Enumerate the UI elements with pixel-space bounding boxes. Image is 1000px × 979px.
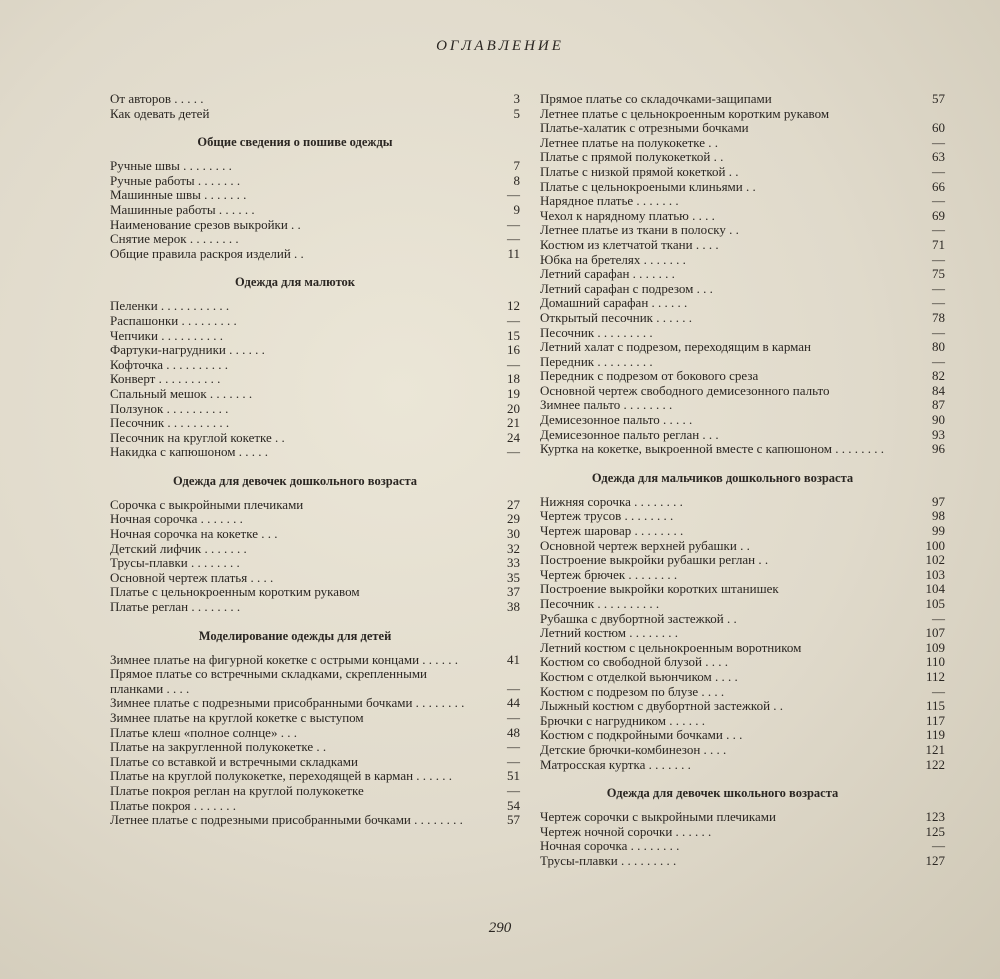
toc-entry xyxy=(540,413,945,428)
toc-entry-page: — xyxy=(507,680,520,696)
toc-entry-page: 18 xyxy=(507,371,520,387)
toc-entry-title: Как одевать детей xyxy=(110,105,210,121)
toc-entry xyxy=(540,699,945,714)
toc-entry xyxy=(110,556,520,571)
toc-entry-title: Ручные работы . . . . . . . xyxy=(110,172,241,188)
toc-entry-page: — xyxy=(507,753,520,769)
toc-entry-page: 7 xyxy=(513,158,520,174)
toc-entry xyxy=(110,585,520,600)
toc-entry-title: Пеленки . . . . . . . . . . . xyxy=(110,298,230,314)
toc-entry xyxy=(540,223,945,238)
toc-entry-page: — xyxy=(932,251,945,267)
toc-entry-page: — xyxy=(507,231,520,247)
toc-entry-page: 44 xyxy=(507,695,520,711)
toc-entry xyxy=(540,209,945,224)
toc-entry xyxy=(540,758,945,773)
toc-entry xyxy=(110,769,520,784)
toc-entry-title: Платье на закругленной полукокетке . . xyxy=(110,739,327,755)
toc-entry-title: Прямое платье со встречными складками, скрепленными планками . . . . xyxy=(110,666,428,696)
toc-entry-page: — xyxy=(507,782,520,798)
toc-entry xyxy=(540,728,945,743)
toc-entry-title: Платье покроя . . . . . . . xyxy=(110,797,236,813)
toc-entry xyxy=(540,296,945,311)
toc-entry-title: Конверт . . . . . . . . . . xyxy=(110,371,221,387)
toc-entry-title: Передник с подрезом от бокового среза xyxy=(540,368,759,384)
toc-entry xyxy=(540,626,945,641)
toc-entry-page: — xyxy=(932,610,945,626)
toc-entry-page: 54 xyxy=(507,797,520,813)
toc-entry xyxy=(540,539,945,554)
toc-entry xyxy=(540,714,945,729)
section-heading: Одежда для девочек школьного возраста xyxy=(606,786,839,801)
toc-entry xyxy=(540,355,945,370)
toc-entry-page: 57 xyxy=(932,91,945,106)
toc-entry-page: 29 xyxy=(507,511,520,527)
toc-entry-title: Домашний сарафан . . . . . . xyxy=(540,295,688,311)
toc-entry xyxy=(540,398,945,413)
toc-entry xyxy=(110,387,520,402)
toc-entry-page: 71 xyxy=(932,236,945,252)
section-heading: Одежда для малюток xyxy=(234,275,356,290)
toc-entry xyxy=(110,813,520,828)
toc-entry-title: От авторов . . . . . xyxy=(110,91,204,106)
toc-entry-page: 12 xyxy=(507,298,520,314)
toc-entry xyxy=(110,431,520,446)
toc-entry-page: 66 xyxy=(932,178,945,194)
toc-entry-page: 84 xyxy=(932,382,945,398)
toc-entry xyxy=(540,641,945,656)
toc-entry-title: Сорочка с выкройными плечиками xyxy=(110,496,304,512)
toc-entry-title: Спальный мешок . . . . . . . xyxy=(110,385,253,401)
toc-entry xyxy=(540,311,945,326)
toc-entry-page: — xyxy=(932,280,945,296)
toc-entry-title: Платье покроя реглан на круглой полукокетке xyxy=(110,782,364,798)
toc-entry-page: 105 xyxy=(925,596,945,611)
toc-entry xyxy=(540,121,945,136)
toc-entry-page: 8 xyxy=(513,172,520,188)
toc-entry-page: 30 xyxy=(507,526,520,542)
toc-entry-page: 48 xyxy=(507,724,520,740)
toc-entry-page: — xyxy=(507,312,520,328)
toc-entry-title: Платье с цельнокроенным коротким рукавом xyxy=(110,584,360,600)
toc-entry-title: Юбка на бретелях . . . . . . . xyxy=(540,251,686,267)
toc-entry-title: Передник . . . . . . . . . xyxy=(540,353,653,369)
toc-entry-title: Машинные швы . . . . . . . xyxy=(110,187,247,203)
toc-entry-title: Чертеж сорочки с выкройными плечиками xyxy=(540,809,776,825)
toc-entry-page: — xyxy=(932,222,945,238)
toc-entry xyxy=(540,92,945,107)
toc-entry-title: Фартуки-нагрудники . . . . . . xyxy=(110,342,265,358)
toc-entry-title: Кофточка . . . . . . . . . . xyxy=(110,356,229,372)
toc-entry-page: — xyxy=(932,353,945,369)
toc-entry-page: — xyxy=(932,324,945,340)
toc-entry-title: Накидка с капюшоном . . . . . xyxy=(110,444,269,460)
toc-entry-title: Нижняя сорочка . . . . . . . . xyxy=(540,493,683,509)
toc-entry-title: Песочник . . . . . . . . . xyxy=(540,324,653,340)
toc-entry-page: 104 xyxy=(925,581,945,597)
toc-entry xyxy=(110,416,520,431)
toc-entry xyxy=(110,696,520,711)
toc-entry xyxy=(110,314,520,329)
toc-entry-title: Зимнее платье на круглой кокетке с выступом xyxy=(110,710,364,725)
section-heading: Моделирование одежды для детей xyxy=(198,628,392,643)
toc-entry-page: 87 xyxy=(932,397,945,413)
toc-entry xyxy=(540,553,945,568)
toc-entry-page: 127 xyxy=(925,852,945,868)
toc-entry-title: Детский лифчик . . . . . . . xyxy=(110,540,247,556)
toc-right-column xyxy=(540,92,945,869)
toc-entry-title: Основной чертеж свободного демисезонного пальто xyxy=(540,382,830,398)
toc-entry-page: 122 xyxy=(925,756,945,772)
page-number: 290 xyxy=(488,920,512,936)
toc-entry-page: 15 xyxy=(507,327,520,343)
toc-entry xyxy=(110,512,520,527)
toc-entry xyxy=(110,711,520,726)
toc-entry-page: — xyxy=(507,187,520,203)
toc-entry-title: Летнее платье с подрезными присобранными бочками . . . . . . . . xyxy=(110,812,463,828)
toc-entry-title: Костюм с подрезом по блузе . . . . xyxy=(540,683,725,699)
toc-entry xyxy=(110,203,520,218)
toc-entry-title: Чехол к нарядному платью . . . . xyxy=(540,207,715,223)
toc-entry xyxy=(110,445,520,460)
toc-entry-title: Основной чертеж платья . . . . xyxy=(110,569,274,585)
toc-entry-title: Платье клеш «полное солнце» . . . xyxy=(110,724,297,740)
toc-entry-page: 32 xyxy=(507,540,520,556)
toc-entry-page: 103 xyxy=(925,566,945,582)
section-heading: Одежда для мальчиков дошкольного возраста xyxy=(591,470,854,485)
toc-entry xyxy=(540,509,945,524)
toc-entry-page: — xyxy=(507,444,520,460)
toc-entry-title: Демисезонное пальто . . . . . xyxy=(540,412,693,428)
toc-entry-title: Прямое платье со складочками-защипами xyxy=(540,91,772,106)
toc-entry xyxy=(110,571,520,586)
toc-entry xyxy=(540,612,945,627)
toc-entry xyxy=(110,218,520,233)
toc-entry-title: Зимнее пальто . . . . . . . . xyxy=(540,397,673,413)
toc-entry-page: 98 xyxy=(932,508,945,524)
toc-entry-page: — xyxy=(507,216,520,232)
toc-entry-page: 90 xyxy=(932,412,945,428)
toc-entry xyxy=(540,165,945,180)
toc-entry-title: Летний сарафан с подрезом . . . xyxy=(540,280,713,296)
toc-entry xyxy=(540,384,945,399)
toc-entry xyxy=(110,159,520,174)
toc-entry xyxy=(110,299,520,314)
toc-entry-title: Общие правила раскроя изделий . . xyxy=(110,245,304,261)
toc-entry xyxy=(540,685,945,700)
toc-entry-page: 19 xyxy=(507,385,520,401)
toc-entry-title: Летнее платье с цельнокроенным коротким рукавом xyxy=(540,105,830,121)
toc-entry-title: Песочник . . . . . . . . . . xyxy=(110,415,230,431)
toc-entry-page: 117 xyxy=(925,712,945,728)
toc-entry xyxy=(540,253,945,268)
toc-entry-title: Костюм из клетчатой ткани . . . . xyxy=(540,236,719,252)
toc-entry xyxy=(110,329,520,344)
toc-entry-title: Трусы-плавки . . . . . . . . . xyxy=(540,852,677,868)
toc-entry xyxy=(540,282,945,297)
toc-entry xyxy=(110,600,520,615)
toc-entry-page: 93 xyxy=(932,426,945,442)
toc-entry-title: Ползунок . . . . . . . . . . xyxy=(110,400,229,416)
toc-entry xyxy=(110,107,520,122)
toc-entry-page: 57 xyxy=(507,812,520,828)
toc-entry-page: 21 xyxy=(507,415,520,431)
toc-entry-title: Снятие мерок . . . . . . . . xyxy=(110,231,239,247)
toc-entry-page: 60 xyxy=(932,120,945,136)
toc-entry xyxy=(540,825,945,840)
toc-entry-page: 110 xyxy=(925,654,945,670)
toc-entry-page: 99 xyxy=(932,523,945,539)
toc-entry-page: 33 xyxy=(507,555,520,571)
toc-entry xyxy=(110,247,520,262)
toc-entry-page: 123 xyxy=(925,809,945,825)
toc-entry-page: — xyxy=(932,193,945,209)
toc-entry-title: Построение выкройки рубашки реглан . . xyxy=(540,552,769,568)
toc-entry xyxy=(540,743,945,758)
toc-entry-page: — xyxy=(932,163,945,179)
toc-entry xyxy=(110,799,520,814)
toc-entry-page: 51 xyxy=(507,768,520,784)
toc-entry-title: Матросская куртка . . . . . . . xyxy=(540,756,691,772)
toc-entry-page: 112 xyxy=(925,668,945,684)
toc-entry-title: Чепчики . . . . . . . . . . xyxy=(110,327,223,343)
toc-entry-title: Наименование срезов выкройки . . xyxy=(110,216,301,232)
toc-entry xyxy=(540,340,945,355)
toc-entry xyxy=(540,670,945,685)
toc-entry-title: Нарядное платье . . . . . . . xyxy=(540,193,679,209)
toc-entry-page: — xyxy=(507,356,520,372)
toc-entry-title: Чертеж трусов . . . . . . . . xyxy=(540,508,674,524)
toc-entry xyxy=(110,542,520,557)
toc-entry-title: Костюм с отделкой вьюнчиком . . . . xyxy=(540,668,738,684)
toc-entry xyxy=(110,358,520,373)
toc-entry-page: — xyxy=(932,683,945,699)
toc-entry-page: 121 xyxy=(925,741,945,757)
toc-entry xyxy=(110,188,520,203)
toc-entry xyxy=(540,568,945,583)
toc-entry xyxy=(540,194,945,209)
toc-entry-title: Чертеж брючек . . . . . . . . xyxy=(540,566,678,582)
toc-entry-title: Построение выкройки коротких штанишек xyxy=(540,581,779,597)
toc-entry xyxy=(540,495,945,510)
toc-entry xyxy=(110,667,520,696)
section-heading: Одежда для девочек дошкольного возраста xyxy=(172,473,418,488)
toc-entry xyxy=(540,136,945,151)
toc-entry-title: Летний костюм . . . . . . . . xyxy=(540,625,678,641)
toc-entry xyxy=(110,498,520,513)
toc-entry-page: — xyxy=(507,739,520,755)
toc-entry xyxy=(540,238,945,253)
toc-entry-page: 9 xyxy=(513,201,520,217)
toc-entry-title: Песочник . . . . . . . . . . xyxy=(540,596,660,611)
toc-entry-title: Костюм с подкройными бочками . . . xyxy=(540,727,743,743)
toc-entry-title: Платье со вставкой и встречными складками xyxy=(110,753,358,769)
toc-entry-title: Платье-халатик с отрезными бочками xyxy=(540,120,749,136)
toc-entry-page: 119 xyxy=(925,727,945,743)
toc-entry-page: 41 xyxy=(507,651,520,667)
toc-entry xyxy=(540,107,945,122)
toc-entry-page: 63 xyxy=(932,149,945,165)
toc-entry-page: 16 xyxy=(507,342,520,358)
toc-entry-page: 102 xyxy=(925,552,945,568)
toc-entry-page: — xyxy=(932,134,945,150)
toc-entry-title: Летний халат с подрезом, переходящим в карман xyxy=(540,339,811,355)
toc-entry xyxy=(540,524,945,539)
toc-entry-title: Трусы-плавки . . . . . . . . xyxy=(110,555,240,571)
toc-entry-page: 5 xyxy=(513,105,520,121)
toc-entry-page: 80 xyxy=(932,339,945,355)
toc-entry-title: Платье с низкой прямой кокеткой . . xyxy=(540,163,739,179)
toc-entry-page: 27 xyxy=(507,496,520,512)
toc-entry-page: 3 xyxy=(513,91,520,106)
toc-entry-page: 115 xyxy=(925,698,945,714)
toc-entry xyxy=(110,784,520,799)
section-heading: Общие сведения о пошиве одежды xyxy=(197,135,393,150)
toc-entry-title: Распашонки . . . . . . . . . xyxy=(110,312,237,328)
toc-entry-title: Машинные работы . . . . . . xyxy=(110,201,255,217)
toc-entry-title: Платье с прямой полукокеткой . . xyxy=(540,149,724,165)
toc-entry xyxy=(540,854,945,869)
toc-entry-page: — xyxy=(932,838,945,854)
toc-entry-page: 11 xyxy=(507,245,520,261)
toc-entry-page: — xyxy=(507,710,520,725)
toc-entry-page: 20 xyxy=(507,400,520,416)
toc-entry-page: 100 xyxy=(925,537,945,553)
toc-entry-title: Демисезонное пальто реглан . . . xyxy=(540,426,719,442)
toc-entry-title: Лыжный костюм с двубортной застежкой . . xyxy=(540,698,784,714)
toc-entry xyxy=(110,755,520,770)
toc-entry-title: Летний костюм с цельнокроенным воротником xyxy=(540,639,802,655)
toc-entry-title: Зимнее платье на фигурной кокетке с острыми концами . . . . . . xyxy=(110,651,459,667)
toc-entry xyxy=(110,527,520,542)
toc-entry xyxy=(110,726,520,741)
toc-entry-title: Куртка на кокетке, выкроенной вместе с капюшоном . . . . . . . . xyxy=(540,441,884,457)
toc-entry xyxy=(540,655,945,670)
toc-entry xyxy=(110,174,520,189)
toc-entry-page: 35 xyxy=(507,569,520,585)
toc-entry-page: 69 xyxy=(932,207,945,223)
toc-entry xyxy=(110,402,520,417)
page-title: ОГЛАВЛЕНИЕ xyxy=(436,38,564,54)
toc-entry-page: 24 xyxy=(507,429,520,445)
toc-left-column xyxy=(110,92,520,828)
toc-entry-title: Платье на круглой полукокетке, переходящей в карман . . . . . . xyxy=(110,768,453,784)
toc-entry-page: — xyxy=(932,295,945,311)
toc-entry-title: Чертеж ночной сорочки . . . . . . xyxy=(540,823,712,839)
toc-entry-title: Открытый песочник . . . . . . xyxy=(540,309,692,325)
toc-entry-title: Летнее платье на полукокетке . . xyxy=(540,134,719,150)
toc-entry-title: Летнее платье из ткани в полоску . . xyxy=(540,222,739,238)
toc-entry xyxy=(540,839,945,854)
toc-entry-title: Детские брючки-комбинезон . . . . xyxy=(540,741,727,757)
toc-entry-page: 37 xyxy=(507,584,520,600)
toc-entry-title: Ночная сорочка . . . . . . . xyxy=(110,511,243,527)
toc-entry-title: Брючки с нагрудником . . . . . . xyxy=(540,712,705,728)
toc-entry-page: 78 xyxy=(932,309,945,325)
toc-entry-title: Платье с цельнокроеными клиньями . . xyxy=(540,178,756,194)
toc-entry-title: Рубашка с двубортной застежкой . . xyxy=(540,610,737,626)
toc-entry-title: Песочник на круглой кокетке . . xyxy=(110,429,285,445)
toc-entry xyxy=(110,232,520,247)
toc-entry-page: 125 xyxy=(925,823,945,839)
toc-entry-page: 97 xyxy=(932,493,945,509)
toc-entry-title: Основной чертеж верхней рубашки . . xyxy=(540,537,750,553)
toc-entry-page: 107 xyxy=(925,625,945,641)
toc-entry xyxy=(540,369,945,384)
toc-entry-title: Ручные швы . . . . . . . . xyxy=(110,158,232,174)
toc-entry xyxy=(540,442,945,457)
toc-entry xyxy=(110,653,520,668)
toc-entry-title: Чертеж шаровар . . . . . . . . xyxy=(540,523,684,539)
toc-entry xyxy=(540,180,945,195)
toc-entry xyxy=(540,597,945,612)
toc-entry-title: Костюм со свободной блузой . . . . xyxy=(540,654,728,670)
toc-entry-title: Ночная сорочка . . . . . . . . xyxy=(540,838,680,854)
toc-entry-page: 82 xyxy=(932,368,945,384)
toc-entry xyxy=(540,267,945,282)
toc-entry-page: 75 xyxy=(932,266,945,282)
toc-entry-title: Зимнее платье с подрезными присобранными бочками . . . . . . . . xyxy=(110,695,465,711)
toc-entry xyxy=(110,343,520,358)
toc-entry xyxy=(540,150,945,165)
toc-entry xyxy=(110,372,520,387)
toc-entry xyxy=(110,740,520,755)
toc-entry-page: 38 xyxy=(507,599,520,615)
toc-entry xyxy=(540,326,945,341)
toc-entry-page: 109 xyxy=(925,639,945,655)
toc-entry xyxy=(540,582,945,597)
toc-entry xyxy=(540,810,945,825)
toc-entry xyxy=(540,428,945,443)
toc-entry xyxy=(110,92,520,107)
toc-entry-title: Летний сарафан . . . . . . . xyxy=(540,266,675,282)
toc-entry-title: Ночная сорочка на кокетке . . . xyxy=(110,526,278,542)
toc-entry-title: Платье реглан . . . . . . . . xyxy=(110,599,241,615)
toc-entry-page: 96 xyxy=(932,441,945,457)
